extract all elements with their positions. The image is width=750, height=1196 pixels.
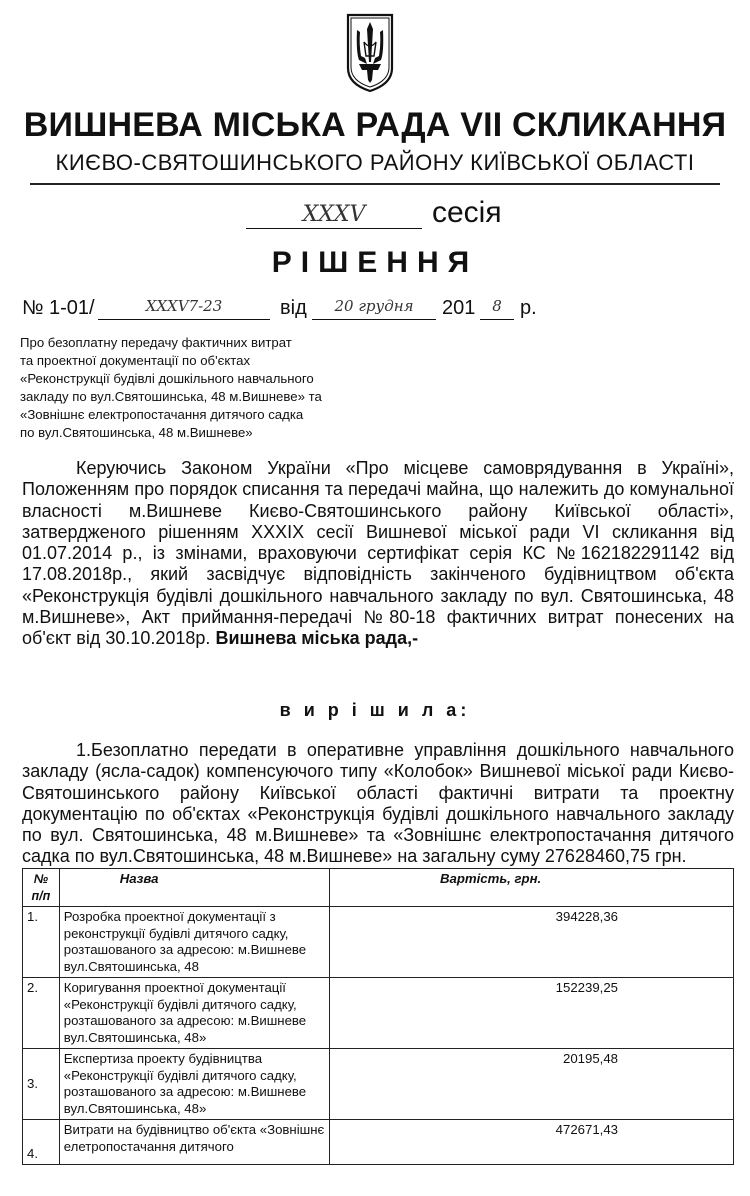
document-type-title: РІШЕННЯ [271, 246, 479, 279]
row-num: 1. [23, 907, 60, 978]
row-name: Експертиза проекту будівництва «Реконструкції будівлі дитячого садку, розташованого за адресою: м.Вишневе вул.Святошинська, 48» [59, 1049, 329, 1120]
decision-subject: Про безоплатну передачу фактичних витрат та проектної документації по об'єктах «Реконструкції будівлі дошкільного навчального закладу по вул.Святошинська, 48 м.Вишневе» та «Зовнішнє електропостачання дитячого садка по вул.Святошинська, 48 м.Вишневе» [20, 335, 322, 440]
district-name: КИЄВО-СВЯТОШИНСЬКОГО РАЙОНУ КИЇВСЬКОЇ ОБЛАСТІ [55, 150, 695, 175]
row-num: 3. [23, 1049, 60, 1120]
preamble-text: Керуючись Законом України «Про місцеве самоврядування в Україні», Положенням про порядок списання та передачі майна, що належить до комунальної власності м.Вишневе Києво-Святошинського району Київської області», затвердженого рішенням XXXIX сесії Вишневої міської ради VI скликання від 01.07.2014 р., із змінами, враховуючи сертифікат серія КС №162182291142 від 17.08.2018р., який засвідчує відповідність закінченого будівництвом об'єкта «Реконструкція будівлі дошкільного навчального закладу по вул. Святошинська, 48 м.Вишневе», Акт приймання-передачі №80-18 фактичних витрат понесених на об'єкт від 30.10.2018р. [22, 458, 734, 649]
row-num: 4. [23, 1120, 60, 1165]
council-name: ВИШНЕВА МІСЬКА РАДА VII СКЛИКАННЯ [23, 106, 727, 144]
decision-number: XXXV7-23 [98, 297, 270, 320]
decided-heading: в и р і ш и л а: [279, 700, 471, 720]
clause-1: 1.Безоплатно передати в оперативне управління дошкільного навчального закладу (ясла-садок) компенсуючого типу «Колобок» Вишневої міської ради Києво-Святошинського району Київської області фактичні витрати та проектну документацію по об'єктах «Реконструкція будівлі дошкільного навчального закладу по вул. Святошинська, 48 м.Вишневе» та «Зовнішнє електропостачання дитячого садка по вул.Святошинська, 48 м.Вишневе» на загальну суму 27628460,75 грн. [22, 740, 734, 867]
table-row [23, 1049, 734, 1120]
coat-of-arms-icon [345, 12, 395, 94]
decision-date: 20 грудня [312, 297, 436, 320]
decision-number-line [22, 297, 742, 327]
row-cost: 152239,25 [329, 978, 733, 1049]
table-header-row [23, 869, 734, 907]
year-digit: 8 [480, 297, 514, 320]
number-prefix: № 1-01/ [22, 297, 95, 319]
row-cost: 394228,36 [329, 907, 733, 978]
cost-table [22, 868, 734, 1165]
preamble-paragraph [22, 458, 734, 650]
row-name: Коригування проектної документації «Реконструкції будівлі дитячого садку, розташованого за адресою: м.Вишневе вул.Святошинська, 48» [59, 978, 329, 1049]
table-row [23, 907, 734, 978]
table-row [23, 978, 734, 1049]
row-cost: 472671,43 [329, 1120, 733, 1165]
table-row [23, 1120, 734, 1165]
header-cost: Вартість, грн. [329, 869, 733, 907]
row-cost: 20195,48 [329, 1049, 733, 1120]
row-name: Розробка проектної документації з реконструкції будівлі дитячого садку, розташованого за адресою: м.Вишневе вул.Святошинська, 48 [59, 907, 329, 978]
row-name: Витрати на будівництво об'єкта «Зовнішнє елетропостачання дитячого [59, 1120, 329, 1165]
header-divider [30, 183, 720, 185]
session-label: сесія [432, 196, 502, 229]
session-number: XXXV [246, 202, 422, 229]
header-num: № п/п [23, 869, 60, 907]
year-suffix: р. [520, 297, 537, 319]
row-num: 2. [23, 978, 60, 1049]
year-prefix: 201 [442, 297, 476, 319]
header-name: Назва [59, 869, 329, 907]
date-prefix: від [280, 297, 307, 319]
preamble-closing: Вишнева міська рада,- [215, 628, 419, 649]
